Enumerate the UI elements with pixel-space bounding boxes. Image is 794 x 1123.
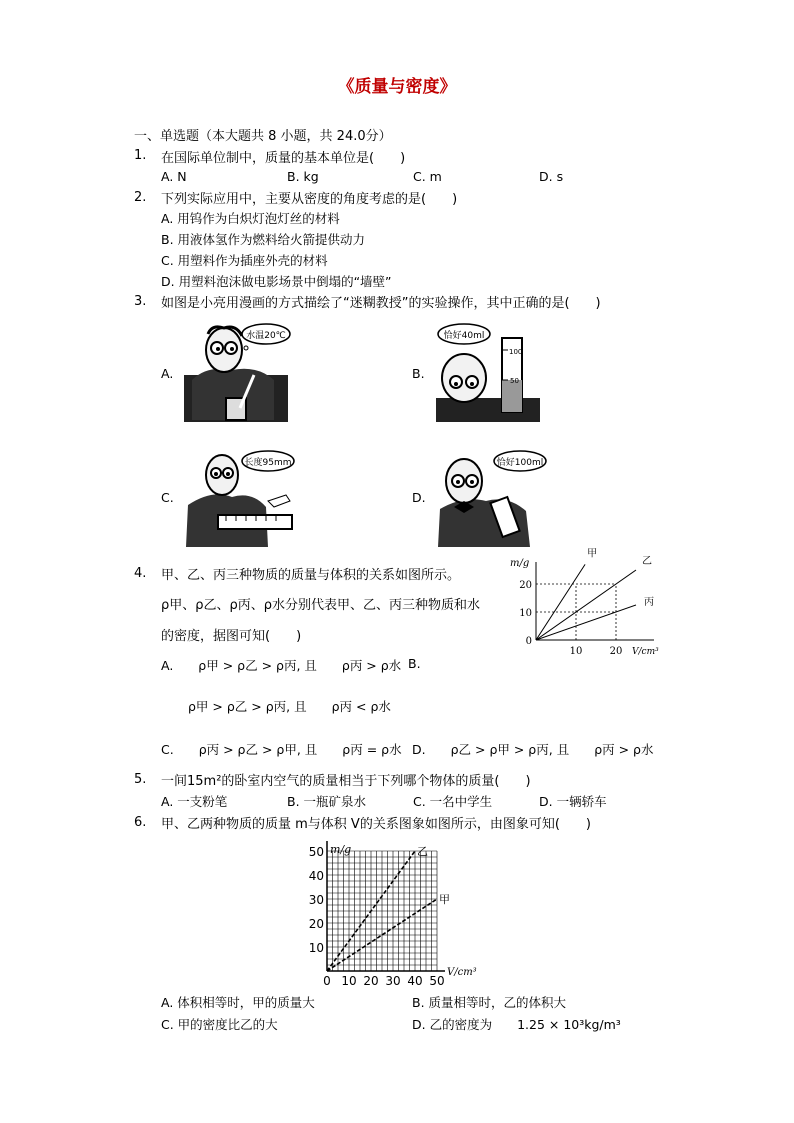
section-heading: 一、单选题（本大题共 8 小题，共 24.0分） [134, 129, 392, 144]
q3-cartoon-c [182, 445, 294, 549]
q3-option-a[interactable]: A. [161, 366, 174, 381]
q5-option-c[interactable]: C. 一名中学生 [413, 794, 493, 809]
q6-option-b[interactable]: B. 质量相等时，乙的体积大 [412, 995, 567, 1010]
q1-stem: 在国际单位制中，质量的基本单位是( ) [161, 151, 406, 166]
bubble-d-text: 恰好100ml [496, 458, 544, 468]
y-tick-label: 20 [308, 917, 324, 931]
bubble-c-text: 长度95mm [244, 458, 292, 468]
x-tick-label: 20 [609, 646, 623, 657]
q6-number: 6. [134, 815, 147, 830]
x-tick-label: 50 [429, 974, 445, 988]
q4-option-d[interactable]: D. ρ乙 > ρ甲 > ρ丙, 且 ρ丙 > ρ水 [412, 742, 654, 757]
q3-number: 3. [134, 294, 147, 309]
series-label: 甲 [587, 548, 598, 560]
y-tick-label: 10 [519, 608, 532, 619]
q5-option-d[interactable]: D. 一辆轿车 [539, 794, 607, 809]
q6-chart [305, 838, 477, 988]
q1-option-b[interactable]: B. kg [287, 169, 319, 184]
q4-chart [508, 548, 666, 660]
y-tick-label: 50 [308, 845, 324, 859]
q4-line1: 甲、乙、丙三种物质的质量与体积的关系如图所示。 [161, 568, 461, 583]
cylinder-mark-50: 50 [510, 377, 519, 385]
q1-number: 1. [134, 148, 147, 163]
y-axis-label: m/g [330, 843, 352, 856]
q2-option-a[interactable]: A. 用钨作为白炽灯泡灯丝的材料 [161, 211, 340, 226]
series-line-丙 [536, 605, 636, 640]
series-label: 甲 [439, 893, 450, 906]
q6-stem: 甲、乙两种物质的质量 m与体积 V的关系图象如图所示，由图象可知( ) [161, 817, 591, 832]
q4-option-b[interactable]: ρ甲 > ρ乙 > ρ丙, 且 ρ丙 < ρ水 [188, 699, 391, 714]
q1-option-d[interactable]: D. s [539, 169, 564, 184]
q3-cartoon-d [434, 445, 546, 549]
x-tick-label: 10 [341, 974, 357, 988]
q2-option-b[interactable]: B. 用液体氢作为燃料给火箭提供动力 [161, 232, 366, 247]
q4-option-c[interactable]: C. ρ丙 > ρ乙 > ρ甲, 且 ρ丙 = ρ水 [161, 742, 402, 757]
q4-line3: 的密度，据图可知( ) [161, 629, 302, 644]
q4-number: 4. [134, 566, 147, 581]
page-title: 《质量与密度》 [337, 77, 457, 97]
q3-stem: 如图是小亮用漫画的方式描绘了“迷糊教授”的实验操作，其中正确的是( ) [161, 296, 601, 311]
bubble-b-text: 恰好40ml [443, 331, 485, 341]
q3-cartoon-b [434, 320, 542, 424]
q4-option-b-label[interactable]: B. [408, 656, 421, 671]
q5-stem: 一间15m²的卧室内空气的质量相当于下列哪个物体的质量( ) [161, 774, 531, 789]
series-label: 乙 [642, 556, 652, 567]
series-line-乙 [536, 570, 636, 640]
q6-option-a[interactable]: A. 体积相等时，甲的质量大 [161, 995, 315, 1010]
q4-line2: ρ甲、ρ乙、ρ丙、ρ水分别代表甲、乙、丙三种物质和水 [161, 598, 481, 613]
q3-option-b[interactable]: B. [412, 366, 425, 381]
q2-option-c[interactable]: C. 用塑料作为插座外壳的材料 [161, 253, 328, 268]
y-tick-label: 10 [308, 941, 324, 955]
x-tick-label: 30 [385, 974, 401, 988]
y-axis-label: m/g [510, 558, 530, 569]
x-axis-label: V/cm³ [632, 647, 659, 657]
x-tick-label: 10 [569, 646, 583, 657]
q2-number: 2. [134, 190, 147, 205]
q2-stem: 下列实际应用中，主要从密度的角度考虑的是( ) [161, 192, 458, 207]
q2-option-d[interactable]: D. 用塑料泡沫做电影场景中倒塌的“墙壁” [161, 274, 392, 289]
q3-option-d[interactable]: D. [412, 490, 426, 505]
y-tick-label: 20 [519, 580, 532, 591]
q6-option-d[interactable]: D. 乙的密度为 1.25 × 10³kg/m³ [412, 1017, 621, 1032]
q3-option-c[interactable]: C. [161, 490, 174, 505]
q1-option-a[interactable]: A. N [161, 169, 187, 184]
q5-number: 5. [134, 772, 147, 787]
y-tick-label: 0 [525, 636, 532, 647]
y-tick-label: 40 [308, 869, 324, 883]
q1-option-c[interactable]: C. m [413, 169, 442, 184]
y-tick-label: 30 [308, 893, 324, 907]
x-tick-label: 20 [363, 974, 379, 988]
q3-cartoon-a [182, 320, 290, 424]
bubble-a-text: 水温20℃ [246, 331, 286, 341]
series-line-甲 [536, 564, 585, 640]
cylinder-mark-100: 100 [509, 348, 523, 356]
q4-option-a[interactable]: A. ρ甲 > ρ乙 > ρ丙, 且 ρ丙 > ρ水 [161, 658, 402, 673]
series-label: 丙 [644, 597, 654, 608]
x-tick-label: 40 [407, 974, 423, 988]
q5-option-a[interactable]: A. 一支粉笔 [161, 794, 228, 809]
q5-option-b[interactable]: B. 一瓶矿泉水 [287, 794, 367, 809]
x-axis-label: V/cm³ [447, 967, 477, 978]
x-tick-label: 0 [323, 974, 331, 988]
q6-option-c[interactable]: C. 甲的密度比乙的大 [161, 1017, 278, 1032]
series-label: 乙 [417, 845, 428, 858]
